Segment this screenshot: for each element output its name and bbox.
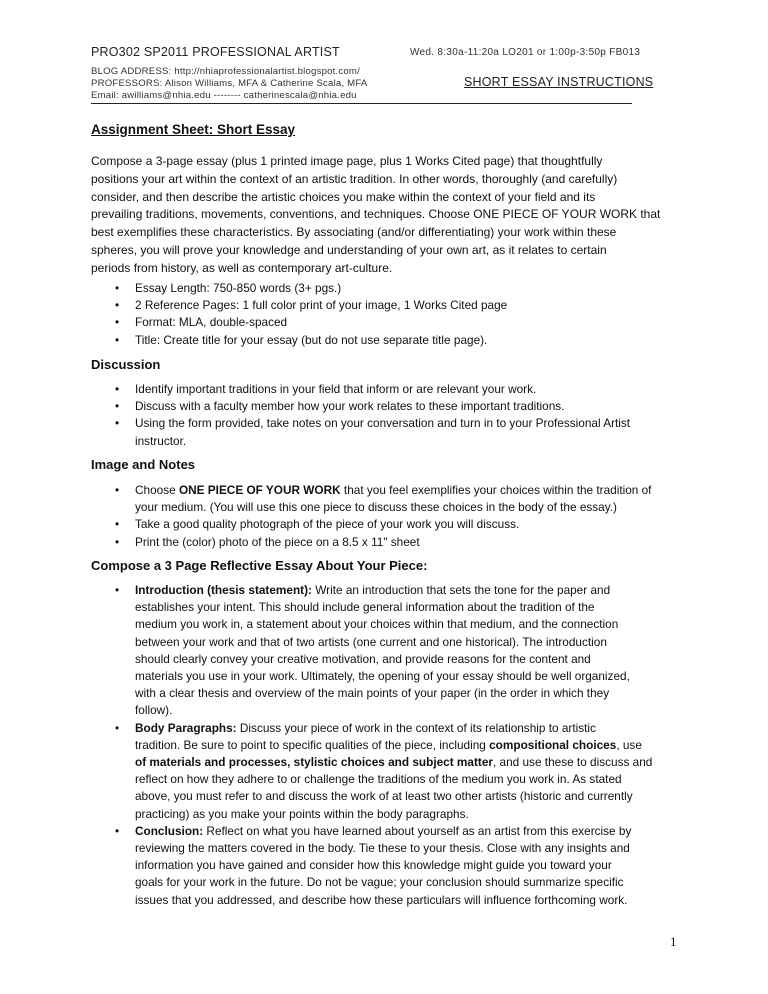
list-item: • Take a good quality photograph of the piece of your work you will discuss. <box>91 516 691 533</box>
bullet-icon: • <box>115 823 120 838</box>
bullet-icon: • <box>115 534 120 549</box>
intro-line: positions your art within the context of an artistic tradition. In other words, thoroughly (and carefully) <box>91 171 618 186</box>
professors-line: PROFESSORS: Alison Williams, MFA & Catherine Scala, MFA <box>91 78 368 89</box>
compose-heading: Compose a 3 Page Reflective Essay About Your Piece: <box>91 558 428 573</box>
intro-line: prevailing traditions, movements, conventions, and techniques. Choose ONE PIECE OF YOUR WORK that <box>91 207 661 222</box>
list-item: • Title: Create title for your essay (but do not use separate title page). <box>91 332 691 349</box>
discussion-heading: Discussion <box>91 357 161 372</box>
requirements-list <box>91 280 691 349</box>
list-item: • Conclusion: Reflect on what you have learned about yourself as an artist from this exercise by reviewing the matters covered in the body. Tie these to your thesis. Close with any insights and information you have gained and consider how this knowledge might guide you toward your goals for your work in the future. Do not be vague; your conclusion should summarize specific issues that you addressed, and describe how these particulars will influence forthcoming work. <box>115 823 632 907</box>
compose-list <box>91 582 691 909</box>
blog-address: BLOG ADDRESS: http://nhiaprofessionalartist.blogspot.com/ <box>91 66 360 77</box>
intro-line: spheres, you will prove your knowledge and understanding of your own art, as it relates to certain <box>91 242 607 257</box>
course-title: PRO302 SP2011 PROFESSIONAL ARTIST <box>91 45 340 59</box>
image-notes-heading: Image and Notes <box>91 457 196 472</box>
page-number: 1 <box>670 934 677 949</box>
class-schedule: Wed. 8:30a-11:20a LO201 or 1:00p-3:50p FB013 <box>410 47 641 58</box>
introduction-label: Introduction (thesis statement): <box>135 583 312 597</box>
conclusion-label: Conclusion: <box>135 823 204 838</box>
list-item: • Discuss with a faculty member how your work relates to these important traditions. <box>91 398 691 415</box>
list-item: • Format: MLA, double-spaced <box>91 314 691 331</box>
bullet-icon: • <box>115 332 120 347</box>
list-item: • 2 Reference Pages: 1 full color print of your image, 1 Works Cited page <box>91 297 691 314</box>
header-divider <box>91 103 632 104</box>
bullet-icon: • <box>115 382 120 396</box>
body-paragraphs-label: Body Paragraphs: <box>135 720 237 735</box>
bullet-icon: • <box>115 281 120 295</box>
list-item: • Choose ONE PIECE OF YOUR WORK that you feel exemplifies your choices within the tradition of your medium. (You will use this one piece to discuss these choices in the body of the essay.) <box>115 483 652 515</box>
bullet-icon: • <box>115 583 120 597</box>
intro-line: Compose a 3-page essay (plus 1 printed image page, plus 1 Works Cited page) that thoughtfully <box>91 154 603 168</box>
intro-line: best exemplifies these characteristics. By associating (and/or differentiating) your work within these <box>91 225 617 240</box>
bullet-icon: • <box>115 298 120 313</box>
list-item: • Print the (color) photo of the piece on a 8.5 x 11" sheet <box>91 534 691 551</box>
assignment-heading: Assignment Sheet: Short Essay <box>91 122 296 137</box>
image-notes-list <box>91 482 691 551</box>
list-item: • Introduction (thesis statement): Write an introduction that sets the tone for the paper and establishes your intent. This should include general information about the tradition of the medium you work in, a statement about your choices within that medium, and the connection between your work and that of two artists (one current and one historical). The introduction should clearly convey your creative motivation, and provide reasons for the content and materials you use in your work. Ultimately, the opening of your essay should be well organized, with a clear thesis and overview of the main points of your paper (in the order in which they follow). <box>115 583 630 718</box>
assignment-intro <box>91 153 691 278</box>
bullet-icon: • <box>115 315 120 330</box>
list-item: • Identify important traditions in your field that inform or are relevant your work. <box>91 381 691 398</box>
list-item: • Using the form provided, take notes on your conversation and turn in to your Professional Artist instructor. <box>115 416 631 448</box>
bullet-icon: • <box>115 483 120 497</box>
intro-line: consider, and then describe the artistic choices you make within the context of your field and its <box>91 189 596 204</box>
document-title: SHORT ESSAY INSTRUCTIONS <box>464 75 654 89</box>
list-item: • Essay Length: 750-850 words (3+ pgs.) <box>91 280 691 297</box>
email-line: Email: awilliams@nhia.edu -------- catherinescala@nhia.edu <box>91 90 357 101</box>
bullet-icon: • <box>115 720 120 735</box>
list-item: • Body Paragraphs: Discuss your piece of work in the context of its relationship to artistic tradition. Be sure to point to specific qualities of the piece, including compositional choices, use of materials and processes, stylistic choices and subject matter, and use these to discuss and reflect on how they adhere to or challenge the traditions of the medium you work in. As stated above, you must refer to and discuss the work of at least two other artists (historic and currently practicing) as you make your points within the body paragraphs. <box>115 720 653 821</box>
intro-line: periods from history, as well as contemporary art-culture. <box>91 260 393 275</box>
discussion-list <box>91 381 691 450</box>
bullet-icon: • <box>115 517 120 532</box>
bullet-icon: • <box>115 416 120 431</box>
bullet-icon: • <box>115 399 120 414</box>
